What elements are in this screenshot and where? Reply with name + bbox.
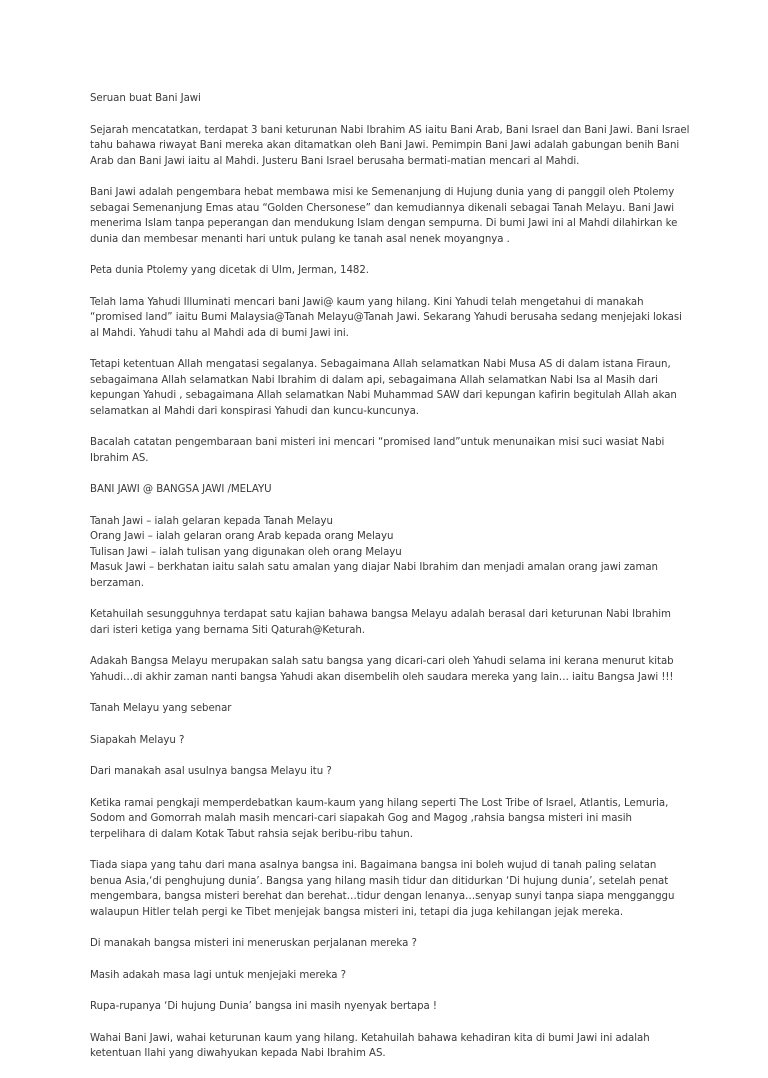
paragraph: Ketika ramai pengkaji memperdebatkan kaum-kaum yang hilang seperti The Lost Tribe of Israel, Atlantis, Lemuria, Sodom and Gomorrah malah masih mencari-cari siapakah Gog and Magog ,rahsia bangsa misteri ini masih terpelihara di dalam Kotak Tabut rahsia sejak beribu-ribu tahun. — [90, 797, 669, 840]
paragraph: Rupa-rupanya ‘Di hujung Dunia’ bangsa ini masih nyenyak bertapa ! — [90, 1001, 437, 1012]
paragraph: Bacalah catatan pengembaraan bani misteri ini mencari “promised land”untuk menunaikan misi suci wasiat Nabi Ibrahim AS. — [90, 437, 665, 464]
map-caption: Peta dunia Ptolemy yang dicetak di Ulm, Jerman, 1482. — [90, 265, 369, 276]
closing-paragraph: Wahai Bani Jawi, wahai keturunan kaum yang hilang. Ketahuilah bahawa kehadiran kita di bumi Jawi ini adalah ketentuan Ilahi yang diwahyukan kepada Nabi Ibrahim AS. — [90, 1032, 650, 1059]
document-page — [90, 91, 690, 1078]
document-title: Seruan buat Bani Jawi — [90, 93, 201, 104]
paragraph: Tetapi ketentuan Allah mengatasi segalanya. Sebagaimana Allah selamatkan Nabi Musa AS di dalam istana Firaun, sebagaimana Allah selamatkan Nabi Ibrahim di dalam api, sebagaimana Allah selamatkan Nabi Isa al Masih dari kepungan Yahudi , sebagaimana Allah selamatkan Nabi Muhammad SAW dari kepungan kafirin begitulah Allah akan selamatkan al Mahdi dari konspirasi Yahudi dan kuncu-kuncunya. — [90, 359, 677, 417]
list-line: Tulisan Jawi – ialah tulisan yang digunakan oleh orang Melayu — [90, 546, 402, 558]
question-line: Dari manakah asal usulnya bangsa Melayu itu ? — [90, 766, 332, 777]
paragraph: Telah lama Yahudi Illuminati mencari bani Jawi@ kaum yang hilang. Kini Yahudi telah mengetahui di manakah “promised land” iaitu Bumi Malaysia@Tanah Melayu@Tanah Jawi. Sekarang Yahudi berusaha sedang menjejaki lokasi al Mahdi. Yahudi tahu al Mahdi ada di bumi Jawi ini. — [90, 296, 682, 339]
question-line: Di manakah bangsa misteri ini meneruskan perjalanan mereka ? — [90, 938, 417, 949]
section-heading: BANI JAWI @ BANGSA JAWI /MELAYU — [90, 484, 272, 495]
definition-list — [90, 514, 690, 592]
paragraph: Ketahuilah sesungguhnya terdapat satu kajian bahawa bangsa Melayu adalah berasal dari keturunan Nabi Ibrahim dari isteri ketiga yang bernama Siti Qaturah@Keturah. — [90, 609, 671, 636]
paragraph: Sejarah mencatatkan, terdapat 3 bani keturunan Nabi Ibrahim AS iaitu Bani Arab, Bani Israel dan Bani Jawi. Bani Israel tahu bahawa riwayat Bani mereka akan ditamatkan oleh Bani Jawi. Pemimpin Bani Jawi adalah gabungan benih Bani Arab dan Bani Jawi iaitu al Mahdi. Justeru Bani Israel berusaha bermati-matian mencari al Mahdi. — [90, 124, 690, 167]
paragraph: Adakah Bangsa Melayu merupakan salah satu bangsa yang dicari-cari oleh Yahudi selama ini kerana menurut kitab Yahudi…di akhir zaman nanti bangsa Yahudi akan disembelih oleh saudara mereka yang lain… iaitu Bangsa Jawi !!! — [90, 656, 674, 683]
paragraph: Bani Jawi adalah pengembara hebat membawa misi ke Semenanjung di Hujung dunia yang di panggil oleh Ptolemy sebagai Semenanjung Emas atau “Golden Chersonese” dan kemudiannya dikenali sebagai Tanah Melayu. Bani Jawi menerima Islam tanpa peperangan dan mendukung Islam dengan sempurna. Di bumi Jawi ini al Mahdi dilahirkan ke dunia dan membesar menanti hari untuk pulang ke tanah asal nenek moyangnya . — [90, 187, 678, 245]
question-line: Masih adakah masa lagi untuk menjejaki mereka ? — [90, 969, 347, 981]
paragraph: Tiada siapa yang tahu dari mana asalnya bangsa ini. Bagaimana bangsa ini boleh wujud di tanah paling selatan benua Asia,‘di penghujung dunia’. Bangsa yang hilang masih tidur dan ditidurkan ‘Di hujung dunia’, setelah penat mengembara, bangsa misteri berehat dan berehat…tidur dengan lenanya…senyap sunyi tanpa siapa mengganggu walaupun Hitler telah pergi ke Tibet menjejak bangsa misteri ini, tetapi dia juga kehilangan jejak mereka. — [90, 860, 675, 918]
list-line: Tanah Jawi – ialah gelaran kepada Tanah Melayu — [90, 515, 333, 527]
question-line: Siapakah Melayu ? — [90, 734, 185, 746]
list-line: Orang Jawi – ialah gelaran orang Arab kepada orang Melayu — [90, 531, 394, 542]
subheading: Tanah Melayu yang sebenar — [90, 703, 232, 714]
list-line: Masuk Jawi – berkhatan iaitu salah satu amalan yang diajar Nabi Ibrahim dan menjadi amalan orang jawi zaman berzaman. — [90, 562, 658, 589]
